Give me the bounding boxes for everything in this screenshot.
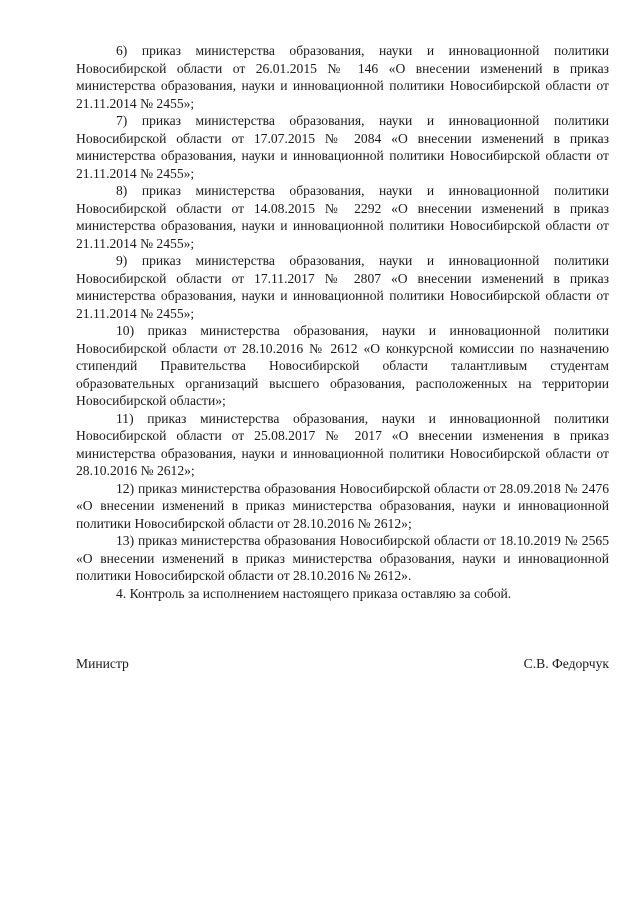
clause-4: 4. Контроль за исполнением настоящего приказа оставляю за собой. (116, 585, 512, 601)
signature-block (76, 655, 609, 673)
list-item-8: 8) приказ министерства образования, науки и инновационной политики Новосибирской области от 14.08.2015 № 2292 «О внесении изменений в приказ министерства образования, науки и инновационной политики Новосибирской области от 21.11.2014 № 2455»; (76, 183, 609, 251)
list-item-10: 10) приказ министерства образования, науки и инновационной политики Новосибирской области от 28.10.2016 № 2612 «О конкурсной комиссии по назначению стипендий Правительства Новосибирской области талантливым студентам образовательных организаций высшего образования, расположенных на территории Новосибирской области»; (76, 323, 609, 408)
list-item-11: 11) приказ министерства образования, науки и инновационной политики Новосибирской области от 25.08.2017 № 2017 «О внесении изменения в приказ министерства образования, науки и инновационной политики Новосибирской области от 28.10.2016 № 2612»; (76, 410, 609, 478)
signatory-name: С.В. Федорчук (523, 656, 609, 671)
list-item-9: 9) приказ министерства образования, науки и инновационной политики Новосибирской области от 17.11.2017 № 2807 «О внесении изменений в приказ министерства образования, науки и инновационной политики Новосибирской области от 21.11.2014 № 2455»; (76, 253, 609, 321)
list-item-7: 7) приказ министерства образования, науки и инновационной политики Новосибирской области от 17.07.2015 № 2084 «О внесении изменений в приказ министерства образования, науки и инновационной политики Новосибирской области от 21.11.2014 № 2455»; (76, 113, 609, 181)
signatory-position: Министр (76, 656, 129, 671)
list-item-6: 6) приказ министерства образования, науки и инновационной политики Новосибирской области от 26.01.2015 № 146 «О внесении изменений в приказ министерства образования, науки и инновационной политики Новосибирской области от 21.11.2014 № 2455»; (76, 43, 609, 111)
document-body (76, 42, 609, 602)
list-item-13: 13) приказ министерства образования Новосибирской области от 18.10.2019 № 2565 «О внесении изменений в приказ министерства образования, науки и инновационной политики Новосибирской области от 28.10.2016 № 2612». (76, 533, 609, 583)
list-item-12: 12) приказ министерства образования Новосибирской области от 28.09.2018 № 2476 «О внесении изменений в приказ министерства образования, науки и инновационной политики Новосибирской области от 28.10.2016 № 2612»; (76, 480, 609, 531)
